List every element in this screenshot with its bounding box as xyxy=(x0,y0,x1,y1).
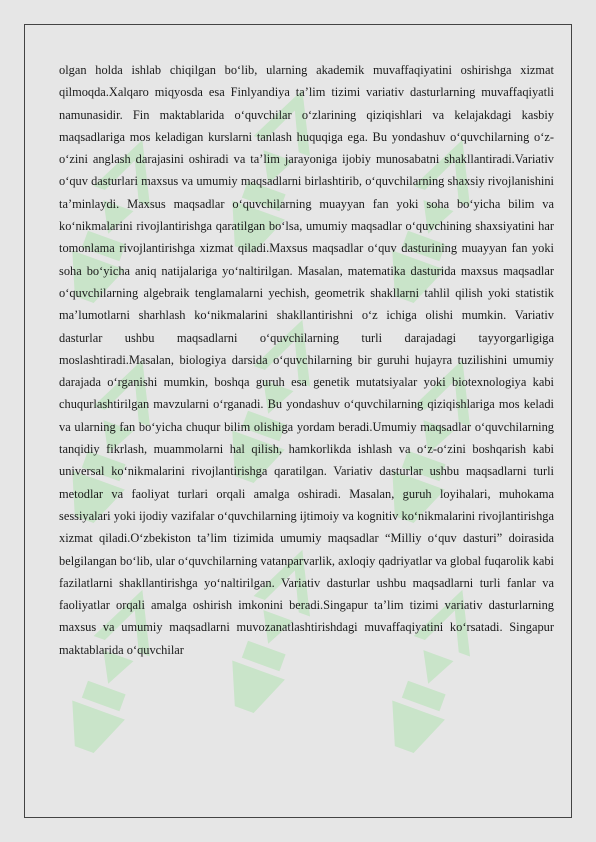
body-paragraph: olgan holda ishlab chiqilgan bo‘lib, ularning akademik muvaffaqiyatini oshirishga xizmat qilmoqda.Xalqaro miqyosda esa Finlyandiya ta’lim tizimi variativ dasturlarning muvaffaqiyatli namunasidir. Fin maktablarida o‘quvchilar o‘zlarining qiziqishlari va kelajakdagi kasbiy maqsadlariga mos keladigan kurslarni tanlash huquqiga ega. Bu yondashuv o‘quvchilarning o‘z-o‘zini anglash darajasini oshiradi va ta’lim jarayoniga ijobiy munosabatni shakllantiradi.Variativ o‘quv dasturlari maxsus va umumiy maqsadlarni birlashtirib, o‘quvchilarning shaxsiy rivojlanishini ta’minlaydi. Maxsus maqsadlar o‘quvchilarning muayyan fan yoki soha bo‘yicha bilim va ko‘nikmalarini rivojlantirishga qaratilgan bo‘lsa, umumiy maqsadlar o‘quvchining shaxsiyatini har tomonlama rivojlantirishga xizmat qiladi.Maxsus maqsadlar o‘quv dasturining muayyan fan yoki soha bo‘yicha aniq natijalariga yo‘naltirilgan. Masalan, matematika dasturida maxsus maqsadlar o‘quvchilarning algebraik tenglamalarni yechish, geometrik shakllarni tahlil qilish yoki statistik ma’lumotlarni sharhlash ko‘nikmalarini shakllantirishni o‘z ichiga olishi mumkin. Variativ dasturlar ushbu maqsadlarni o‘quvchilarning turli darajadagi tayyorgarligiga moslashtiradi.Masalan, biologiya darsida o‘quvchilarning bir guruhi hujayra tuzilishini umumiy darajada o‘rganishi mumkin, boshqa guruh esa genetik mutatsiyalar yoki biotexnologiya kabi chuqurlashtirilgan mavzularni o‘rganadi. Bu yondashuv o‘quvchilarning qiziqishlariga mos keladi va ularning fan bo‘yicha chuqur bilim olishiga yordam beradi.Umumiy maqsadlar o‘quvchilarning tanqidiy fikrlash, muammolarni hal qilish, hamkorlikda ishlash va o‘z-o‘zini boshqarish kabi universal ko‘nikmalarini rivojlantirishga qaratilgan. Variativ dasturlar ushbu maqsadlarni turli metodlar va faoliyat turlari orqali amalga oshiradi. Masalan, guruh loyihalari, muhokama sessiyalari yoki ijodiy vazifalar o‘quvchilarning ijtimoiy va kognitiv ko‘nikmalarini rivojlantirishga xizmat qiladi.O‘zbekiston ta’lim tizimida umumiy maqsadlar “Milliy o‘quv dasturi” doirasida belgilangan bo‘lib, ular o‘quvchilarning vatanparvarlik, axloqiy qadriyatlar va global fuqarolik kabi fazilatlarni shakllantirishga yo‘naltirilgan. Variativ dasturlar ushbu maqsadlarni turli fanlar va faoliyatlar orqali amalga oshirish imkonini beradi.Singapur ta’lim tizimi variativ dasturlarning maxsus va umumiy maqsadlarni muvozanatlashtirishdagi muvaffaqiyatini ko‘rsatadi. Singapur maktablarida o‘quvchilar xyxy=(59,63,554,657)
document-page xyxy=(24,24,572,818)
